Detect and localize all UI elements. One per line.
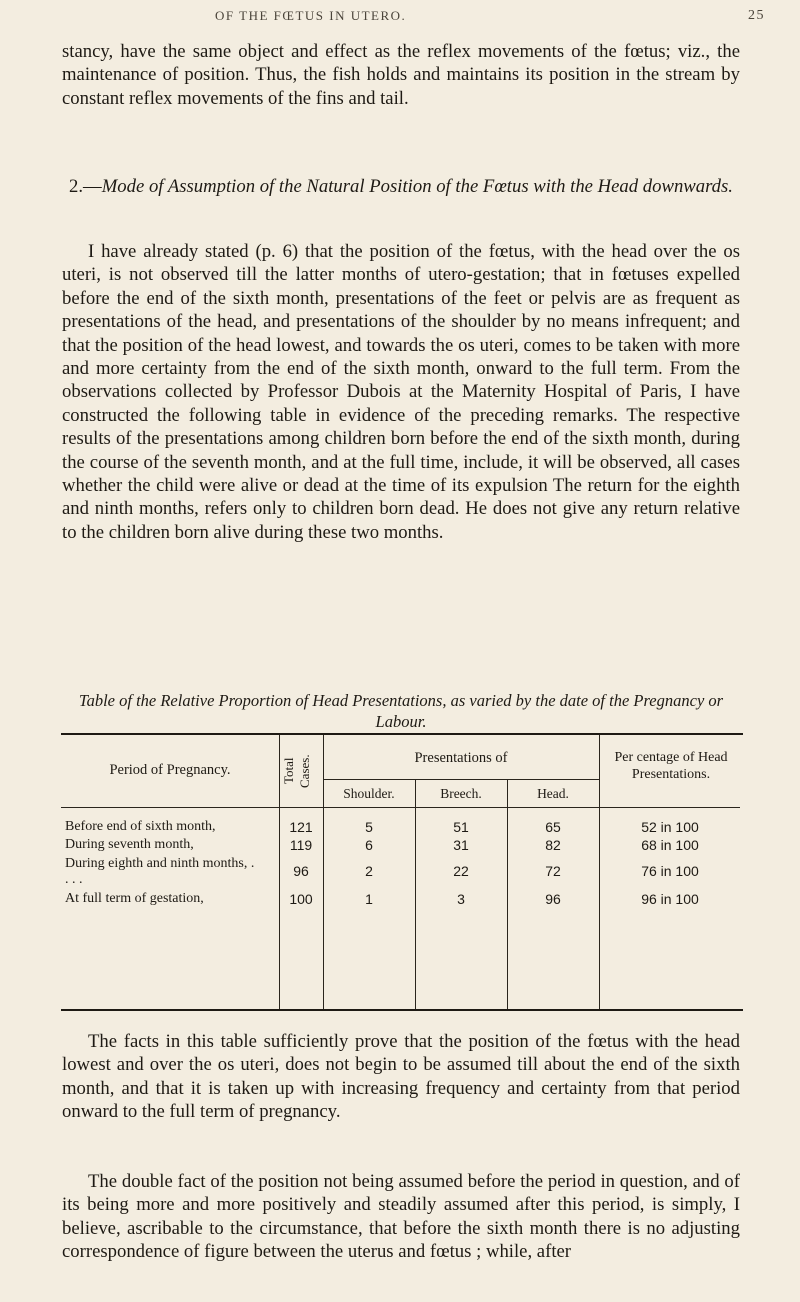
header-total-cases: Total Cases.	[281, 754, 312, 788]
table-caption: Table of the Relative Proportion of Head Presentations, as varied by the date of the Pregnancy or Labour.	[78, 691, 724, 731]
section-heading-text: Mode of Assumption of the Natural Position of the Fœtus with the Head downwards.	[101, 176, 733, 197]
paragraph-1: stancy, have the same object and effect as the reflex movements of the fœtus; viz., the maintenance of position. Thus, the fish holds and maintains its position in the stream by constant reflex movements of the fins and tail.	[62, 41, 740, 109]
page-number: 25	[748, 8, 765, 23]
section-heading	[62, 175, 740, 198]
header-shoulder: Shoulder.	[343, 786, 395, 801]
presentations-table	[61, 733, 743, 1011]
running-head	[0, 6, 800, 30]
row-breech: 31	[453, 837, 469, 853]
section-number: 2.—	[69, 176, 102, 197]
header-breech: Breech.	[440, 786, 482, 801]
row-breech: 22	[453, 863, 469, 879]
row-period: During eighth and ninth months, . . . .	[65, 856, 255, 887]
row-head: 96	[545, 891, 561, 907]
row-percent: 68 in 100	[641, 837, 699, 853]
row-percent: 76 in 100	[641, 863, 699, 879]
row-head: 65	[545, 819, 561, 835]
row-percent: 96 in 100	[641, 891, 699, 907]
row-shoulder: 5	[365, 819, 373, 835]
running-head-title: OF THE FŒTUS IN UTERO.	[215, 8, 407, 23]
paragraph-3: The facts in this table sufficiently prove that the position of the fœtus with the head lowest and over the os uteri, does not begin to be assumed till about the end of the sixth month, and that it is taken up with increasing frequency and certainty from that period onward to the full term of pregnancy.	[62, 1031, 740, 1123]
row-period: At full term of gestation,	[65, 891, 204, 906]
header-head: Head.	[537, 786, 569, 801]
row-period: During seventh month,	[65, 837, 194, 852]
header-presentations: Presentations of	[414, 750, 508, 766]
row-head: 82	[545, 837, 561, 853]
row-breech: 51	[453, 819, 469, 835]
row-total: 121	[289, 819, 313, 835]
table-rule	[61, 807, 740, 808]
header-period: Period of Pregnancy.	[109, 762, 231, 778]
paragraph-4: The double fact of the position not being assumed before the period in question, and of its being more and more positively and steadily assumed after this period, is simply, I believe, ascribable to the circumstance, that before the sixth month there is no adjusting correspondence of figure between the uterus and fœtus ; while, after	[62, 1171, 740, 1263]
row-percent: 52 in 100	[641, 819, 699, 835]
paragraph-2: I have already stated (p. 6) that the position of the fœtus, with the head over the os uteri, is not observed till the latter months of utero-gestation; that in fœtuses expelled before the end of the sixth month, presentations of the feet or pelvis are as frequent as presentations of the head, and presentations of the shoulder by no means infrequent; and that the position of the head lowest, and towards the os uteri, comes to be taken with more and more certainty from the end of the sixth month, onward to the full term. From the observations collected by Professor Dubois at the Maternity Hospital of Paris, I have constructed the following table in evidence of the preceding remarks. The respective results of the presentations among children born before the end of the sixth month, during the course of the seventh month, and at the full time, include, it will be observed, all cases whether the child were alive or dead at the time of its expulsion The return for the eighth and ninth months, refers only to children born dead. He does not give any return relative to the children born alive during these two months.	[62, 241, 740, 543]
row-head: 72	[545, 863, 561, 879]
header-percentage: Per centage of Head Presentations.	[614, 750, 728, 782]
row-total: 96	[293, 863, 309, 879]
table-rule	[323, 779, 599, 780]
row-breech: 3	[457, 891, 465, 907]
row-shoulder: 2	[365, 863, 373, 879]
row-total: 119	[289, 837, 313, 853]
row-shoulder: 1	[365, 891, 373, 907]
row-period: Before end of sixth month,	[65, 819, 216, 834]
row-shoulder: 6	[365, 837, 373, 853]
row-total: 100	[289, 891, 313, 907]
